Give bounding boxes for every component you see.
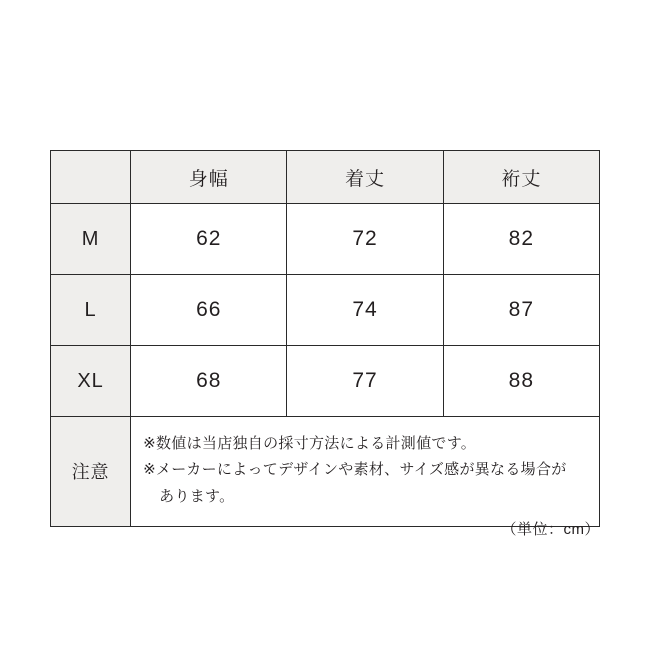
cell-xl-body-length: 77 [287, 346, 443, 417]
table-row [51, 275, 600, 346]
table-row [51, 346, 600, 417]
note-line-3: あります。 [159, 487, 235, 505]
size-table-container [50, 150, 600, 527]
header-row [51, 151, 600, 204]
table-header [51, 151, 600, 204]
cell-l-sleeve-length: 87 [443, 275, 599, 346]
unit-label: （単位：cm） [501, 521, 600, 538]
table-body [51, 204, 600, 527]
header-cell-sleeve-length: 裄丈 [443, 151, 599, 204]
cell-m-chest-width: 62 [131, 204, 287, 275]
header-cell-chest-width: 身幅 [131, 151, 287, 204]
cell-l-chest-width: 66 [131, 275, 287, 346]
table-note-row [51, 417, 600, 527]
row-label-m: M [51, 204, 131, 275]
cell-xl-chest-width: 68 [131, 346, 287, 417]
cell-xl-sleeve-length: 88 [443, 346, 599, 417]
header-cell-body-length: 着丈 [287, 151, 443, 204]
row-label-xl: XL [51, 346, 131, 417]
note-line-2: ※メーカーによってデザインや素材、サイズ感が異なる場合が [143, 461, 567, 479]
cell-m-sleeve-length: 82 [443, 204, 599, 275]
cell-m-body-length: 72 [287, 204, 443, 275]
cell-l-body-length: 74 [287, 275, 443, 346]
note-content [131, 417, 600, 527]
size-table [50, 150, 600, 527]
table-row [51, 204, 600, 275]
row-label-l: L [51, 275, 131, 346]
header-cell-corner [51, 151, 131, 204]
note-line-1: ※数値は当店独自の採寸方法による計測値です。 [143, 435, 477, 452]
note-label: 注意 [51, 417, 131, 527]
